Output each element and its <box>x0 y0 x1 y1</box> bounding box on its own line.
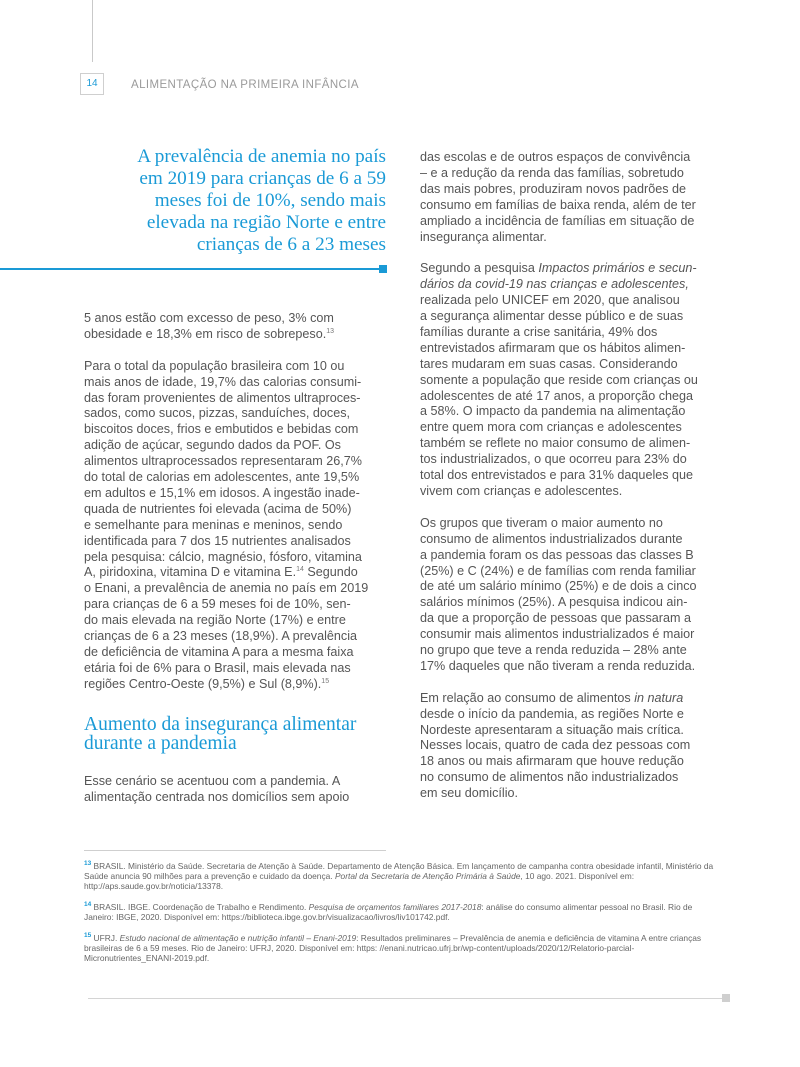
text-line: a segurança alimentar desse público e de suas <box>420 309 684 324</box>
text-line: 18 anos ou mais afirmaram que houve redução <box>420 754 684 769</box>
pull-quote-line: em 2019 para crianças de 6 a 59 <box>139 168 386 189</box>
text-line: tos industrializados, o que ocorreu para 23% do <box>420 452 687 467</box>
right-column <box>420 150 720 818</box>
paragraph <box>420 691 720 802</box>
text-line: consumo de alimentos industrializados durante <box>420 531 683 546</box>
text-line: no consumo de alimentos não industrializados <box>420 770 679 785</box>
text-line: – e a redução da renda das famílias, sobretudo <box>420 165 684 180</box>
text-line: das escolas e de outros espaços de convivência <box>420 150 691 164</box>
text-line: Nesses locais, quatro de cada dez pessoas com <box>420 738 691 753</box>
text-line: o Enani, a prevalência de anemia no país em 2019 <box>84 581 369 596</box>
text-line: identificada para 7 dos 15 nutrientes analisados <box>84 533 351 548</box>
section-heading <box>84 715 384 753</box>
text-line: vivem com crianças e adolescentes. <box>420 484 623 499</box>
text-line: e semelhante para meninas e meninos, sendo <box>84 517 343 532</box>
text-line: alimentos ultraprocessados representaram 26,7% <box>84 454 362 469</box>
text-line: pela pesquisa: cálcio, magnésio, fósforo, vitamina <box>84 549 362 564</box>
text-line: no grupo que teve a renda reduzida – 28% ante <box>420 643 687 658</box>
text-line: do total de calorias em adolescentes, ante 19,5% <box>84 470 360 485</box>
text-line: desde o início da pandemia, as regiões Norte e <box>420 706 684 721</box>
footnote-14 <box>84 902 724 922</box>
text-line: Os grupos que tiveram o maior aumento no <box>420 515 663 530</box>
footnote-italic: Estudo nacional de alimentação e nutrição infantil – Enani-2019 <box>119 933 357 943</box>
footnote-text: : Resultados preliminares – Prevalência de anemia e deficiência de vitamina A entre crianças brasileiras de 6 a 59 meses. Rio de Janeiro: UFRJ, 2020. Disponível em: https: //enani.nutricao.ufrj.br/wp-content/uploads/2020/12/Relatorio-parcial-Micronutrientes_ENANI-2019.pdf. <box>84 933 702 963</box>
italic-title: Impactos primários e secun- <box>538 261 697 276</box>
footnote-number: 13 <box>84 860 92 868</box>
pull-quote-line: A prevalência de anemia no país <box>137 146 386 167</box>
pull-quote-rule <box>0 268 381 270</box>
text-line: crianças de 6 a 23 meses (18,9%). A prevalência <box>84 629 358 644</box>
pull-quote-rule-marker <box>379 265 387 273</box>
heading-line: durante a pandemia <box>84 732 237 754</box>
text-line: Em relação ao consumo de alimentos <box>420 690 635 705</box>
footnote-text: : análise do consumo alimentar pessoal no Brasil. Rio de Janeiro: IBGE, 2020. Disponível em: https://biblioteca.ibge.gov.br/visualizacao/livros/liv101742.pdf. <box>84 902 693 922</box>
page-number: 14 <box>80 73 104 95</box>
footnote-italic: Pesquisa de orçamentos familiares 2017-2018 <box>308 902 482 912</box>
footnote-15 <box>84 933 724 963</box>
text-line: (25%) e C (24%) e de famílias com renda familiar <box>420 563 696 578</box>
text-line: tares mudaram em suas casas. Considerando <box>420 356 678 371</box>
text-line: do mais elevada na região Norte (17%) e entre <box>84 613 346 628</box>
text-line: entrevistados afirmaram que os hábitos alimen- <box>420 340 686 355</box>
text-line: total dos entrevistados e para 31% daqueles que <box>420 468 694 483</box>
text-line: a pandemia foram os das pessoas das classes B <box>420 547 694 562</box>
footnotes <box>84 861 724 974</box>
paragraph <box>84 774 384 806</box>
text-line: da que a proporção de pessoas que passaram a <box>420 611 691 626</box>
pull-quote <box>100 146 386 256</box>
italic-term: in natura <box>634 690 684 705</box>
text-line: obesidade e 18,3% em risco de sobrepeso. <box>84 326 327 341</box>
text-line: em seu domicílio. <box>420 786 518 801</box>
text-line: das foram provenientes de alimentos ultraproces- <box>84 390 361 405</box>
italic-title: dários da covid-19 nas crianças e adolescentes, <box>420 277 689 292</box>
paragraph <box>84 359 384 693</box>
text-line: adolescentes de até 17 anos, a proporção chega <box>420 388 694 403</box>
text-line: Para o total da população brasileira com 10 ou <box>84 358 345 373</box>
bottom-rule-marker <box>722 994 730 1002</box>
paragraph <box>420 516 720 675</box>
footnote-text: BRASIL. IBGE. Coordenação de Trabalho e Rendimento. <box>91 902 309 912</box>
footnote-text: BRASIL. Ministério da Saúde. Secretaria de Atenção à Saúde. Departamento de Atenção Básica. Em lançamento de campanha contra obesidade infantil, Ministério da Saúde anuncia 90 milhões para a prevenção e cuidado da doença. <box>84 861 714 881</box>
heading-line: Aumento da insegurança alimentar <box>84 713 357 735</box>
text-line: famílias durante a crise sanitária, 49% dos <box>420 324 658 339</box>
footnote-13 <box>84 861 724 891</box>
text-line: mais anos de idade, 19,7% das calorias consumi- <box>84 374 362 389</box>
text-line: Esse cenário se acentuou com a pandemia. A <box>84 773 341 788</box>
footnote-ref[interactable]: 15 <box>321 677 330 685</box>
text-line: etária foi de 6% para o Brasil, mais elevada nas <box>84 660 351 675</box>
text-line: somente a população que reside com crianças ou <box>420 372 698 387</box>
footnote-text: , 10 ago. 2021. Disponível em: http://aps.saude.gov.br/noticia/13378. <box>84 871 635 891</box>
text-line: a 58%. O impacto da pandemia na alimentação <box>420 404 686 419</box>
pull-quote-line: elevada na região Norte e entre <box>146 212 386 233</box>
text-line: 5 anos estão com excesso de peso, 3% com <box>84 311 334 325</box>
text-line: Segundo <box>303 565 358 580</box>
text-line: salários mínimos (25%). A pesquisa indicou ain- <box>420 595 688 610</box>
text-line: sados, como sucos, pizzas, sanduíches, doces, <box>84 406 351 421</box>
left-column <box>84 311 384 821</box>
text-line: das mais pobres, produziram novos padrões de <box>420 181 687 196</box>
text-line: consumo em famílias de baixa renda, além de ter <box>420 197 696 212</box>
text-line: alimentação centrada nos domicílios sem apoio <box>84 789 350 804</box>
text-line: para crianças de 6 a 59 meses foi de 10%, sen- <box>84 597 351 612</box>
footnote-divider <box>84 850 386 851</box>
text-line: Nordeste apresentaram a situação mais crítica. <box>420 722 684 737</box>
paragraph <box>84 311 384 343</box>
text-line: consumir mais alimentos industrializados é maior <box>420 627 695 642</box>
text-line: realizada pelo UNICEF em 2020, que analisou <box>420 293 680 308</box>
text-line: em adultos e 15,1% em idosos. A ingestão inade- <box>84 485 360 500</box>
pull-quote-line: crianças de 6 a 23 meses <box>196 234 386 255</box>
text-line: entre quem mora com crianças e adolescentes <box>420 420 682 435</box>
text-line: de até um salário mínimo (25%) e de dois a cinco <box>420 579 697 594</box>
running-title: ALIMENTAÇÃO NA PRIMEIRA INFÂNCIA <box>131 79 359 91</box>
footnote-text: UFRJ. <box>91 933 120 943</box>
footnote-ref[interactable]: 14 <box>296 566 304 574</box>
text-line: regiões Centro-Oeste (9,5%) e Sul (8,9%). <box>84 676 322 691</box>
footnote-ref[interactable]: 13 <box>326 327 335 335</box>
text-line: também se reflete no maior consumo de alimen- <box>420 436 691 451</box>
pull-quote-line: meses foi de 10%, sendo mais <box>154 190 386 211</box>
text-line: 17% daqueles que não tiveram a renda reduzida. <box>420 658 696 673</box>
text-line: adição de açúcar, segundo dados da POF. Os <box>84 438 341 453</box>
footnote-number: 15 <box>84 932 92 940</box>
text-line: biscoitos doces, frios e embutidos e bebidas com <box>84 422 359 437</box>
footnote-italic: Portal da Secretaria de Atenção Primária à Saúde <box>334 871 521 881</box>
paragraph <box>420 261 720 500</box>
bottom-rule <box>88 998 722 999</box>
text-line: insegurança alimentar. <box>420 229 547 244</box>
text-line: de deficiência de vitamina A para a mesma faixa <box>84 645 354 660</box>
paragraph <box>420 150 720 245</box>
footnote-number: 14 <box>84 901 92 909</box>
text-line: ampliado a incidência de famílias em situação de <box>420 213 695 228</box>
text-line: Segundo a pesquisa <box>420 261 539 276</box>
text-line: A, piridoxina, vitamina D e vitamina E. <box>84 565 297 580</box>
text-line: quada de nutrientes foi elevada (acima de 50%) <box>84 501 352 516</box>
header-vertical-rule <box>92 0 93 62</box>
